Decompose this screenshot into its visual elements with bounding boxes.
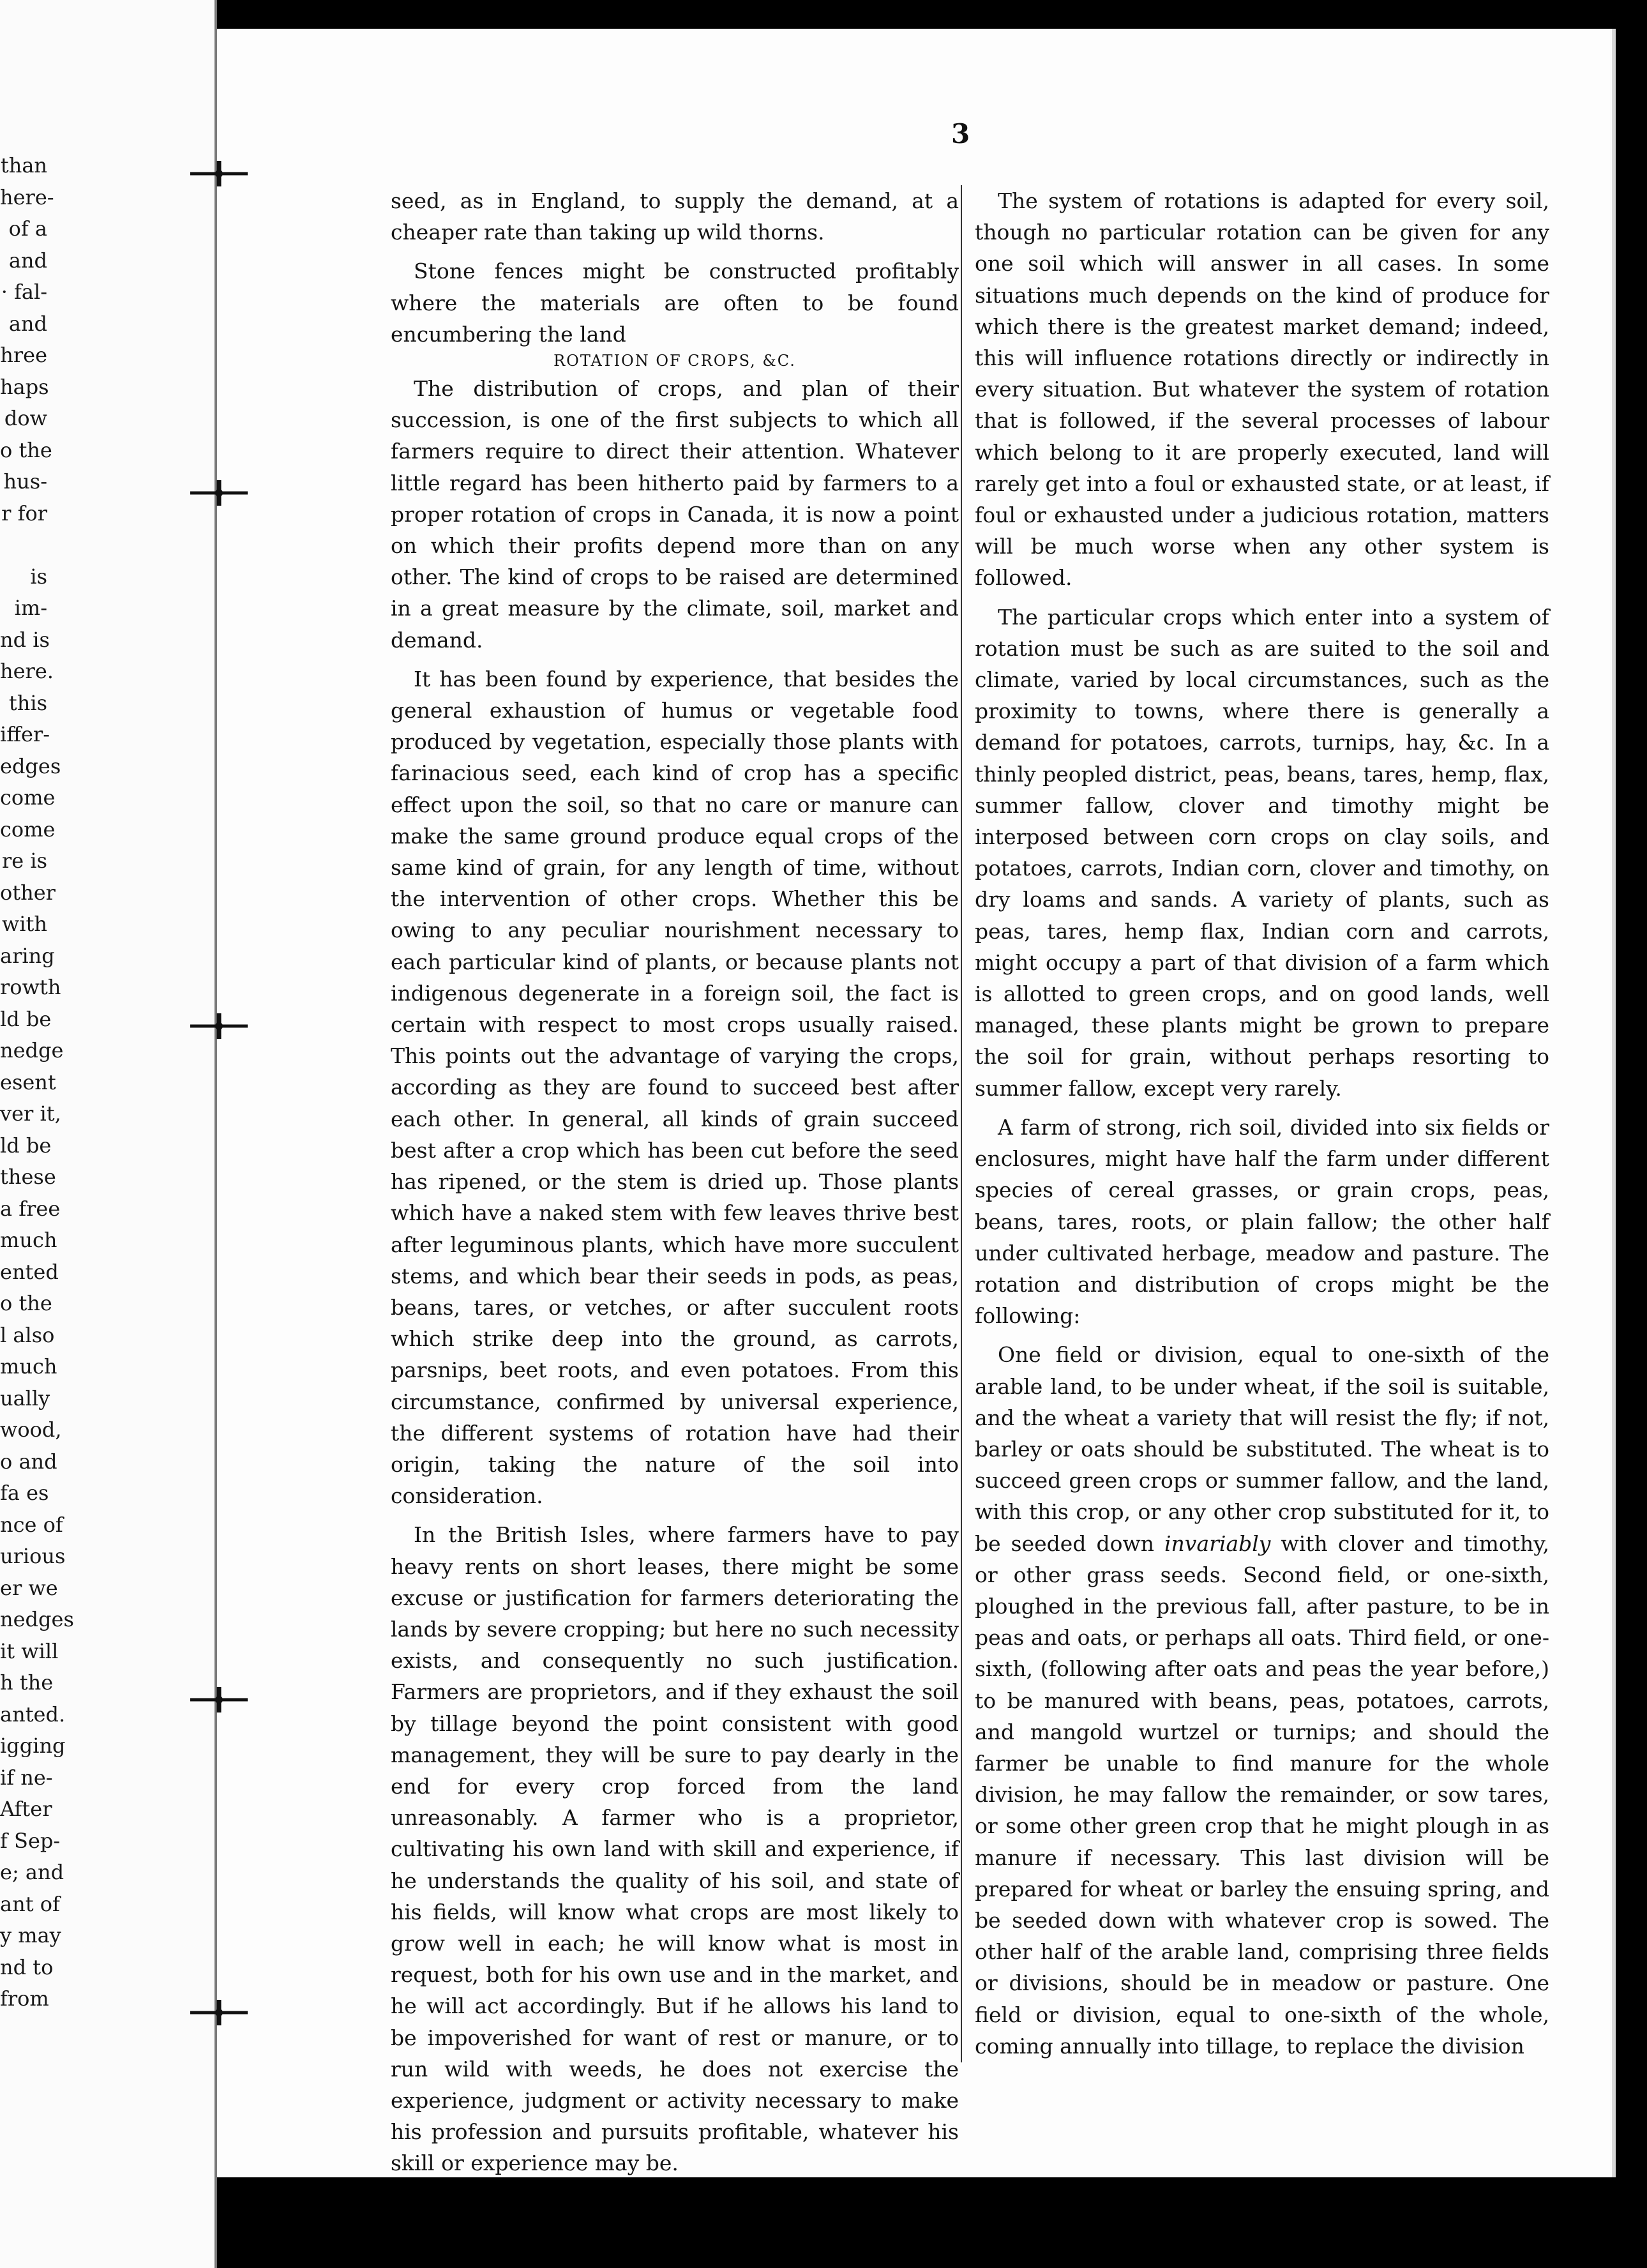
paragraph: It has been found by experience, that besides the general exhaustion of humus or vegetable food produced by vegetation, especially those plants with farinacious seed, each kind of crop has a specific effect upon the soil, so that no care or manure can make the same ground produce equal crops of the same kind of grain, for any length of time, without the intervention of other crops. Whether this be owing to any peculiar nourishment necessary to each particular kind of plants, or because plants not indigenous degenerate in a foreign soil, the fact is certain with respect to most crops usually raised. This points out the advantage of varying the crops, according as they are found to succeed best after each other. In general, all kinds of grain succeed best after a crop which has been cut before the seed has ripened, or the stem is dried up. Those plants which have a naked stem with few leaves thrive best after leguminous plants, which have more succulent stems, and which bear their seeds in pods, as peas, beans, tares, or vetches, or after succulent roots which strike deep into the ground, as carrots, parsnips, beet roots, and even potatoes. From this circumstance, confirmed by universal experience, the different systems of rotation have had their origin, taking the nature of the soil into consideration.	[391, 666, 959, 1509]
emphasis: invariably	[1164, 1531, 1271, 1556]
gutter-fragment: f Sep-	[0, 1828, 61, 1853]
gutter-fragment: aring	[0, 943, 55, 968]
gutter-fragment: here-	[0, 185, 54, 209]
gutter-fragment: wood,	[0, 1418, 62, 1442]
gutter-fragment: is	[30, 564, 47, 589]
gutter-fragment: er we	[0, 1575, 58, 1600]
paragraph-text: One field or division, equal to one-sixth of the arable land, to be under wheat, if the soil is suitable, and the wheat a variety that will resist the fly; if not, barley or oats should be substituted. The wheat is to succeed green crops or summer fallow, and the land, with this crop, or any other crop substituted for it, to be seeded down	[975, 1342, 1549, 1556]
gutter-fragment: much	[0, 1354, 57, 1379]
paragraph: The distribution of crops, and plan of their succession, is one of the first subjects to which all farmers require to direct their attention. Whatever little regard has been hitherto paid by farmers to a proper rotation of crops in Canada, it is now a point on which their profits depend more than on any other. The kind of crops to be raised are determined in a great measure by the climate, soil, market and demand.	[391, 376, 959, 653]
gutter-fragment: a free	[0, 1196, 61, 1221]
gutter-fragment: from	[0, 1986, 49, 2011]
gutter-fragment: ld be	[0, 1006, 52, 1031]
gutter-fragment: ually	[0, 1386, 50, 1410]
gutter-fragment: and	[8, 311, 47, 336]
gutter-fragment: re is	[1, 849, 47, 873]
paragraph: The system of rotations is adapted for every soil, though no particular rotation can be given for any one soil which will answer in all cases. In some situations much depends on the kind of produce for which there is the greatest market demand; indeed, this will influence rotations directly or indirectly in every situation. But whatever the system of rotation that is followed, if the several processes of labour which belong to it are properly executed, land will rarely get into a foul or exhausted state, or at least, if foul or exhausted under a judicious rotation, matters will be much worse when any other system is followed.	[975, 188, 1549, 591]
facing-page-fragment	[0, 0, 217, 2268]
binding-stitch-icon	[209, 1686, 229, 1714]
gutter-fragment: these	[0, 1165, 56, 1189]
gutter-fragment: l also	[0, 1322, 55, 1347]
binding-stitch-icon	[209, 160, 229, 188]
gutter-fragment: than	[0, 153, 47, 178]
facing-page-text	[0, 150, 74, 2015]
gutter-fragment: much	[0, 1228, 57, 1252]
gutter-fragment: here.	[0, 659, 54, 683]
gutter-fragment: iffer-	[0, 722, 50, 746]
gutter-fragment: this	[8, 690, 47, 715]
gutter-fragment: e; and	[0, 1860, 64, 1884]
gutter-fragment: esent	[0, 1070, 56, 1094]
paragraph: A farm of strong, rich soil, divided into six fields or enclosures, might have half the farm under different species of cereal grasses, or grain crops, peas, beans, tares, roots, or plain fallow; the other half under cultivated herbage, meadow and pasture. The rotation and distribution of crops might be the following:	[975, 1114, 1549, 1329]
gutter-fragment: im-	[14, 596, 47, 620]
paragraph	[975, 1339, 1549, 2062]
gutter-fragment: rowth	[0, 975, 61, 999]
column-divider	[961, 185, 962, 2062]
paragraph: The particular crops which enter into a system of rotation must be such as are suited to the soil and climate, varied by local circumstances, such as the proximity to towns, where there is generally a demand for potatoes, carrots, turnips, hay, &c. In a thinly peopled district, peas, beans, tares, hemp, flax, summer fallow, clover and timothy might be interposed between corn crops on clay soils, and potatoes, carrots, Indian corn, clover and timothy, on dry loams and sands. A variety of plants, such as peas, tares, hemp flax, Indian corn and carrots, might occupy a part of that division of a farm which is allotted to green crops, and on good lands, well managed, these plants might be grown to prepare the soil for grain, without perhaps resorting to summer fallow, except very rarely.	[975, 604, 1549, 1101]
paragraph: seed, as in England, to supply the demand, at a cheaper rate than taking up wild thorns.	[391, 188, 959, 245]
gutter-fragment: h the	[0, 1670, 54, 1695]
gutter-fragment: other	[0, 880, 56, 905]
paragraph: In the British Isles, where farmers have to pay heavy rents on short leases, there might be some excuse or justification for farmers deteriorating the lands by severe cropping; but here no such necessity exists, and consequently no such justification. Farmers are proprietors, and if they exhaust the soil by tillage beyond the point consistent with good management, they will be sure to pay dearly in the end for every crop forced from the land unreasonably. A farmer who is a proprietor, cultivating his own land with skill and experience, if he understands the quality of his soil, and state of his fields, will know what crops are most likely to grow well in each; he will know what is most in request, both for his own use and in the market, and he will act accordingly. But if he allows his land to be impoverished for want of rest or manure, or to run wild with weeds, he does not exercise the experience, judgment or activity necessary to make his profession and pursuits profitable, whatever his skill or experience may be.	[391, 1522, 959, 2176]
gutter-fragment: come	[0, 817, 56, 842]
gutter-fragment: if ne-	[0, 1765, 53, 1790]
gutter-fragment: ld be	[0, 1133, 52, 1158]
gutter-fragment: anted.	[0, 1702, 66, 1727]
gutter-fragment: ented	[0, 1259, 59, 1284]
gutter-fragment: urious	[0, 1544, 66, 1568]
gutter-fragment: nd to	[0, 1954, 54, 1979]
binding-stitch-icon	[209, 1012, 229, 1040]
gutter-fragment: igging	[0, 1734, 66, 1758]
gutter-fragment: o the	[0, 437, 52, 462]
gutter-fragment: nce of	[0, 1512, 63, 1537]
paragraph-text: with clover and timothy, or other grass seeds. Second field, or one-sixth, ploughed in the previous fall, after pasture, to be in peas and oats, or perhaps all oats. Third field, or one-sixth, (following after oats and peas the year before,) to be manured with beans, peas, potatoes, carrots, and mangold wurtzel or turnips; and should the farmer be unable to find manure for the whole division, he may fallow the remainder, or sow tares, or some other green crop that he might plough in as manure if necessary. This last division will be prepared for wheat or barley the ensuing spring, and be seeded down with whatever crop is sowed. The other half of the arable land, comprising three fields or divisions, should be in meadow or pasture. One field or division, equal to one-sixth of the whole, coming annually into tillage, to replace the division	[975, 1531, 1550, 2059]
gutter-fragment: · fal-	[1, 280, 47, 304]
gutter-fragment: o and	[0, 1449, 57, 1474]
gutter-fragment: After	[0, 1797, 52, 1821]
section-heading: ROTATION OF CROPS, &C.	[553, 352, 796, 370]
binding-stitch-icon	[209, 479, 229, 507]
gutter-fragment: dow	[4, 406, 47, 430]
gutter-fragment: fa es	[0, 1481, 49, 1505]
left-column	[391, 185, 959, 2187]
gutter-fragment: edges	[0, 753, 61, 778]
page-number: 3	[951, 118, 970, 149]
gutter-fragment: hus-	[3, 469, 47, 494]
right-column	[975, 185, 1549, 2069]
gutter-fragment: with	[1, 912, 47, 936]
binding-stitch-icon	[209, 1999, 229, 2027]
gutter-fragment: nd is	[0, 627, 50, 652]
gutter-fragment: hree	[0, 343, 47, 367]
gutter-fragment: o the	[0, 1291, 52, 1315]
gutter-fragment: y may	[0, 1923, 61, 1947]
gutter-fragment	[0, 529, 47, 561]
gutter-fragment: come	[0, 785, 56, 810]
paragraph: Stone fences might be constructed profitably where the materials are often to be found encumbering the land	[391, 259, 959, 347]
gutter-fragment: of a	[8, 216, 47, 241]
gutter-fragment: nedges	[0, 1607, 74, 1631]
gutter-fragment: r for	[1, 501, 47, 525]
page-edge	[1612, 29, 1616, 2177]
gutter-fragment: nedge	[0, 1038, 64, 1062]
gutter-fragment: ant of	[0, 1891, 60, 1916]
gutter-fragment: and	[8, 248, 47, 273]
gutter-fragment: haps	[0, 374, 49, 399]
gutter-fragment: ver it,	[0, 1101, 61, 1126]
gutter-fragment: it will	[0, 1638, 59, 1663]
